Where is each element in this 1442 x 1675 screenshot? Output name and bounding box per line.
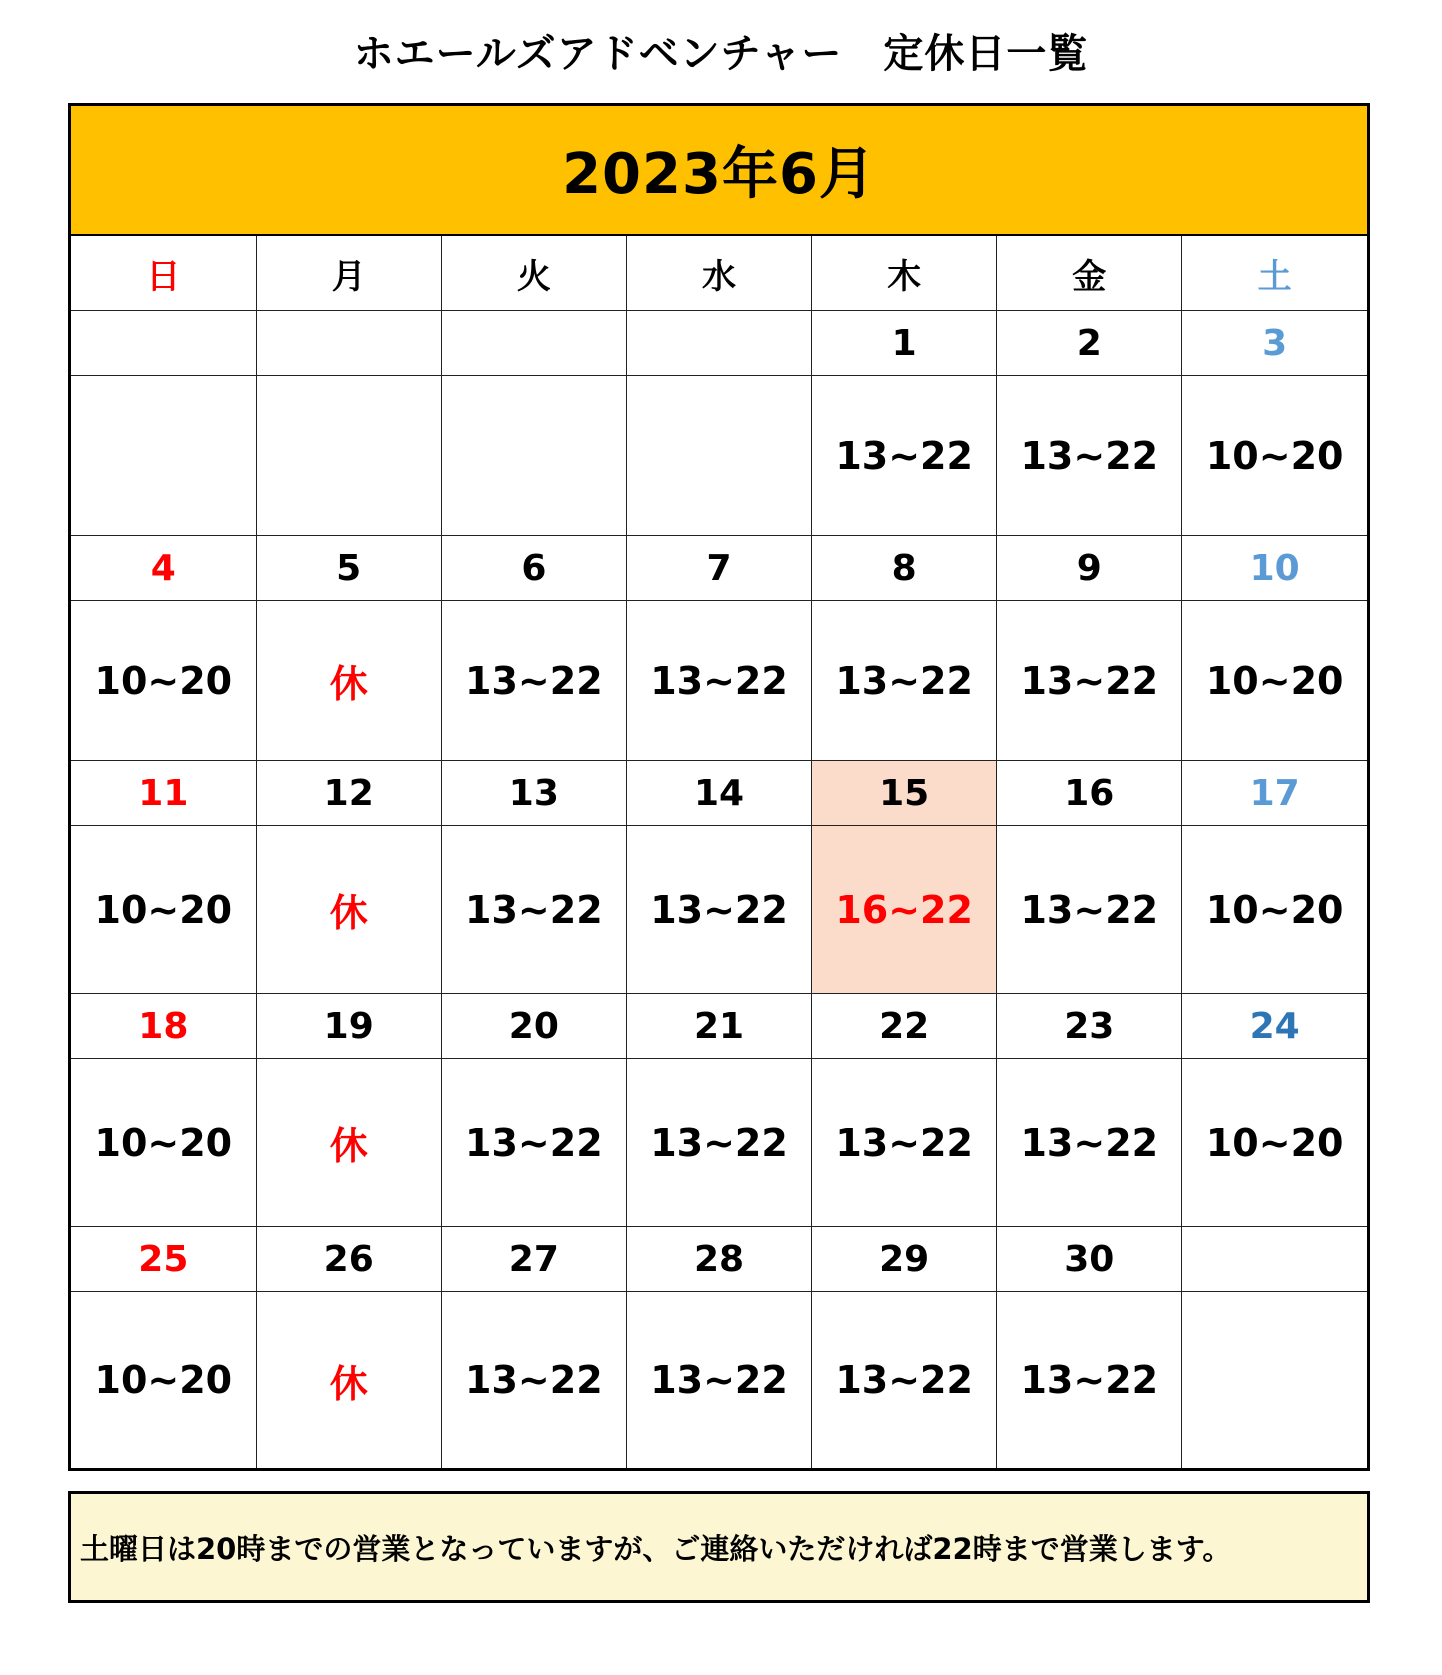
hours-cell: 10~20 [71,1059,256,1227]
date-cell: 25 [71,1227,256,1292]
date-cell [441,311,626,376]
date-cell: 16 [997,761,1182,826]
hours-cell: 13~22 [997,601,1182,761]
hours-cell: 10~20 [1182,1059,1367,1227]
closed-day-cell: 休 [256,601,441,761]
date-cell: 20 [441,994,626,1059]
calendar [68,103,1370,1471]
hours-cell: 13~22 [997,1292,1182,1469]
date-cell: 19 [256,994,441,1059]
date-cell [1182,1227,1367,1292]
hours-cell [441,376,626,536]
date-cell: 21 [626,994,811,1059]
weekday-wednesday: 水 [626,236,811,311]
week-2-hours [71,601,1367,761]
highlighted-date-cell: 15 [812,761,997,826]
date-cell: 11 [71,761,256,826]
date-cell: 17 [1182,761,1367,826]
date-cell: 4 [71,536,256,601]
hours-cell: 13~22 [441,826,626,994]
date-cell [626,311,811,376]
weekday-friday: 金 [997,236,1182,311]
week-2-dates [71,536,1367,601]
week-1-hours [71,376,1367,536]
saturday-hours-note: 土曜日は20時までの営業となっていますが、ご連絡いただければ22時まで営業します。 [68,1491,1370,1603]
closed-day-cell: 休 [256,1292,441,1469]
closed-day-cell: 休 [256,826,441,994]
weekday-tuesday: 火 [441,236,626,311]
hours-cell: 10~20 [1182,826,1367,994]
date-cell: 23 [997,994,1182,1059]
hours-cell: 10~20 [71,1292,256,1469]
date-cell: 2 [997,311,1182,376]
date-cell: 5 [256,536,441,601]
date-cell: 30 [997,1227,1182,1292]
closed-day-cell: 休 [256,1059,441,1227]
hours-cell: 10~20 [71,826,256,994]
hours-cell [626,376,811,536]
week-5-hours [71,1292,1367,1469]
hours-cell: 13~22 [626,826,811,994]
date-cell: 12 [256,761,441,826]
hours-cell: 13~22 [441,1292,626,1469]
week-4-hours [71,1059,1367,1227]
date-cell: 27 [441,1227,626,1292]
weekday-monday: 月 [256,236,441,311]
hours-cell [1182,1292,1367,1469]
highlighted-hours-cell: 16~22 [812,826,997,994]
week-1-dates [71,311,1367,376]
hours-cell: 13~22 [812,1059,997,1227]
weekday-saturday: 土 [1182,236,1367,311]
page-title: ホエールズアドベンチャー 定休日一覧 [353,31,1089,77]
date-cell: 18 [71,994,256,1059]
hours-cell: 10~20 [1182,376,1367,536]
hours-cell: 13~22 [997,826,1182,994]
hours-cell: 13~22 [997,1059,1182,1227]
hours-cell: 13~22 [812,601,997,761]
week-4-dates [71,994,1367,1059]
weekday-sunday: 日 [71,236,256,311]
hours-cell: 13~22 [626,1292,811,1469]
calendar-grid [71,236,1367,1468]
hours-cell: 13~22 [812,1292,997,1469]
date-cell: 26 [256,1227,441,1292]
date-cell: 14 [626,761,811,826]
month-banner: 2023年6月 [71,106,1367,236]
hours-cell: 10~20 [1182,601,1367,761]
date-cell: 10 [1182,536,1367,601]
date-cell [256,311,441,376]
date-cell: 3 [1182,311,1367,376]
weekday-thursday: 木 [812,236,997,311]
hours-cell: 13~22 [997,376,1182,536]
date-cell: 9 [997,536,1182,601]
date-cell: 28 [626,1227,811,1292]
weekday-header-row [71,236,1367,311]
date-cell [71,311,256,376]
date-cell: 24 [1182,994,1367,1059]
hours-cell: 13~22 [441,601,626,761]
week-3-dates [71,761,1367,826]
week-3-hours [71,826,1367,994]
hours-cell: 13~22 [441,1059,626,1227]
hours-cell: 13~22 [626,1059,811,1227]
date-cell: 6 [441,536,626,601]
date-cell: 29 [812,1227,997,1292]
hours-cell [256,376,441,536]
hours-cell: 13~22 [626,601,811,761]
hours-cell: 13~22 [812,376,997,536]
date-cell: 13 [441,761,626,826]
week-5-dates [71,1227,1367,1292]
date-cell: 8 [812,536,997,601]
date-cell: 1 [812,311,997,376]
date-cell: 7 [626,536,811,601]
date-cell: 22 [812,994,997,1059]
hours-cell: 10~20 [71,601,256,761]
hours-cell [71,376,256,536]
